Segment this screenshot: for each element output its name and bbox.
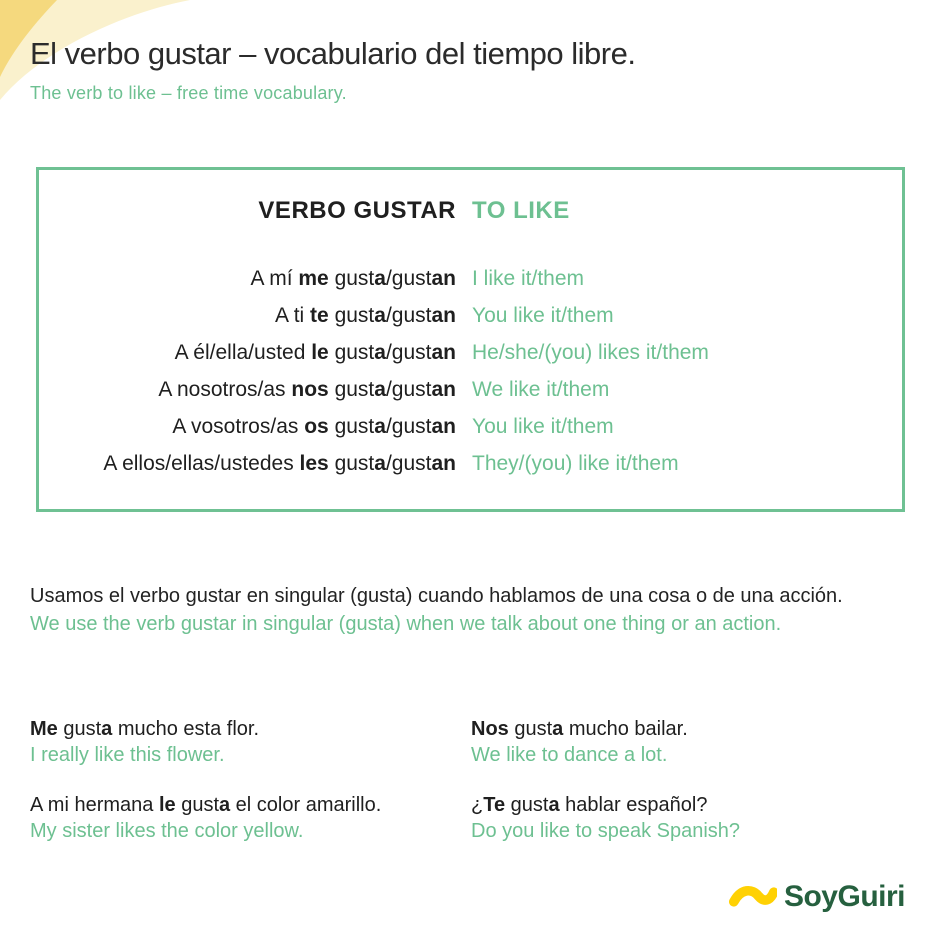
example-en: I really like this flower. <box>30 744 225 766</box>
examples-grid <box>30 716 910 844</box>
table-row <box>39 297 902 334</box>
table-cell-es: A ellos/ellas/ustedes les gusta/gustan <box>103 452 456 475</box>
logo <box>729 879 905 915</box>
logo-text: SoyGuiri <box>783 880 905 913</box>
table-cell-en: I like it/them <box>472 267 585 290</box>
table-cell-es: A ti te gusta/gustan <box>275 304 456 327</box>
example-en: Do you like to speak Spanish? <box>471 820 741 842</box>
example-en: We like to dance a lot. <box>471 744 668 766</box>
table-cell-es: A nosotros/as nos gusta/gustan <box>158 378 456 401</box>
explanation-en: We use the verb gustar in singular (gusta) when we talk about one thing or an action. <box>30 613 782 635</box>
table-cell-en: We like it/them <box>472 378 610 401</box>
table-header-en: TO LIKE <box>472 197 570 224</box>
example-item <box>30 792 471 844</box>
table-cell-es: A mí me gusta/gustan <box>250 267 456 290</box>
table-row <box>39 445 902 482</box>
explanation <box>30 582 910 638</box>
conjugation-rows <box>39 260 902 482</box>
example-item <box>30 716 471 768</box>
table-row <box>39 408 902 445</box>
example-es: Nos gusta mucho bailar. <box>471 718 688 740</box>
header <box>30 34 890 104</box>
table-header-row <box>39 197 902 225</box>
conjugation-box <box>36 167 905 512</box>
logo-wave-icon <box>729 879 777 915</box>
table-cell-en: You like it/them <box>472 304 614 327</box>
example-es: A mi hermana le gusta el color amarillo. <box>30 794 382 816</box>
table-row <box>39 334 902 371</box>
table-header-es: VERBO GUSTAR <box>258 197 456 224</box>
page-subtitle: The verb to like – free time vocabulary. <box>30 83 347 104</box>
example-es: ¿Te gusta hablar español? <box>471 794 708 816</box>
table-cell-es: A él/ella/usted le gusta/gustan <box>174 341 456 364</box>
example-item <box>471 716 910 768</box>
table-cell-en: He/she/(you) likes it/them <box>472 341 709 364</box>
table-cell-en: You like it/them <box>472 415 614 438</box>
table-row <box>39 260 902 297</box>
example-es: Me gusta mucho esta flor. <box>30 718 260 740</box>
table-row <box>39 371 902 408</box>
table-cell-es: A vosotros/as os gusta/gustan <box>172 415 456 438</box>
table-cell-en: They/(you) like it/them <box>472 452 679 475</box>
explanation-es: Usamos el verbo gustar en singular (gusta) cuando hablamos de una cosa o de una acción. <box>30 585 843 607</box>
example-en: My sister likes the color yellow. <box>30 820 304 842</box>
example-item <box>471 792 910 844</box>
page-title: El verbo gustar – vocabulario del tiempo libre. <box>30 36 636 71</box>
